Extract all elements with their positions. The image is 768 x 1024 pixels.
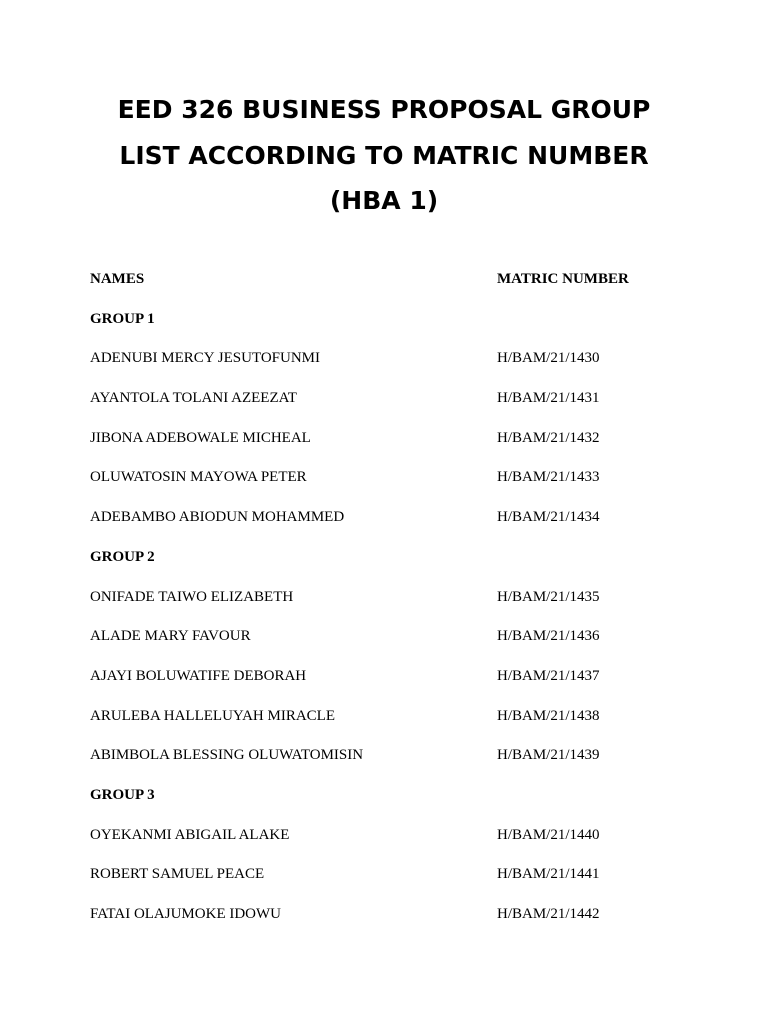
- matric-number: H/BAM/21/1440: [497, 826, 600, 843]
- document-title: [0, 87, 768, 224]
- group-list-table: [90, 260, 690, 935]
- student-name: ROBERT SAMUEL PEACE: [90, 866, 265, 883]
- matric-number: H/BAM/21/1441: [497, 866, 600, 883]
- matric-number: H/BAM/21/1433: [497, 469, 600, 486]
- table-row: [90, 339, 690, 379]
- title-line-2: LIST ACCORDING TO MATRIC NUMBER: [119, 140, 649, 170]
- student-name: FATAI OLAJUMOKE IDOWU: [90, 906, 282, 922]
- matric-number: H/BAM/21/1436: [497, 628, 600, 645]
- group-heading: [90, 776, 690, 816]
- student-name: ARULEBA HALLELUYAH MIRACLE: [90, 707, 335, 724]
- table-row: [90, 419, 690, 459]
- matric-number: H/BAM/21/1438: [497, 707, 600, 724]
- title-line-1: EED 326 BUSINESS PROPOSAL GROUP: [117, 95, 651, 124]
- group-label: GROUP 3: [90, 786, 155, 803]
- matric-number: H/BAM/21/1442: [497, 906, 600, 922]
- table-row: [90, 458, 690, 498]
- student-name: OYEKANMI ABIGAIL ALAKE: [90, 826, 290, 843]
- student-name: ADENUBI MERCY JESUTOFUNMI: [90, 350, 321, 367]
- table-row: [90, 816, 690, 856]
- table-row: [90, 697, 690, 737]
- student-name: AJAYI BOLUWATIFE DEBORAH: [90, 667, 307, 684]
- table-row: [90, 895, 690, 935]
- student-name: OLUWATOSIN MAYOWA PETER: [90, 469, 307, 486]
- matric-number: H/BAM/21/1437: [497, 667, 600, 684]
- student-name: JIBONA ADEBOWALE MICHEAL: [90, 429, 311, 446]
- table-row: [90, 578, 690, 618]
- title-line-3: (HBA 1): [329, 186, 439, 215]
- column-header-row: [90, 260, 690, 300]
- student-name: AYANTOLA TOLANI AZEEZAT: [90, 390, 297, 407]
- matric-number: H/BAM/21/1432: [497, 429, 600, 446]
- table-row: [90, 736, 690, 776]
- matric-column-header: MATRIC NUMBER: [497, 271, 629, 287]
- matric-number: H/BAM/21/1431: [497, 390, 600, 407]
- student-name: ALADE MARY FAVOUR: [90, 628, 251, 645]
- student-name: ONIFADE TAIWO ELIZABETH: [90, 588, 294, 605]
- table-row: [90, 379, 690, 419]
- matric-number: H/BAM/21/1439: [497, 747, 600, 764]
- group-label: GROUP 2: [90, 548, 155, 565]
- matric-number: H/BAM/21/1434: [497, 509, 600, 526]
- names-column-header: NAMES: [90, 271, 145, 287]
- table-row: [90, 617, 690, 657]
- table-row: [90, 657, 690, 697]
- student-name: ADEBAMBO ABIODUN MOHAMMED: [90, 509, 345, 526]
- student-name: ABIMBOLA BLESSING OLUWATOMISIN: [90, 747, 364, 764]
- group-heading: [90, 300, 690, 340]
- group-label: GROUP 1: [90, 310, 155, 327]
- matric-number: H/BAM/21/1430: [497, 350, 600, 367]
- group-heading: [90, 538, 690, 578]
- matric-number: H/BAM/21/1435: [497, 588, 600, 605]
- table-row: [90, 498, 690, 538]
- table-row: [90, 855, 690, 895]
